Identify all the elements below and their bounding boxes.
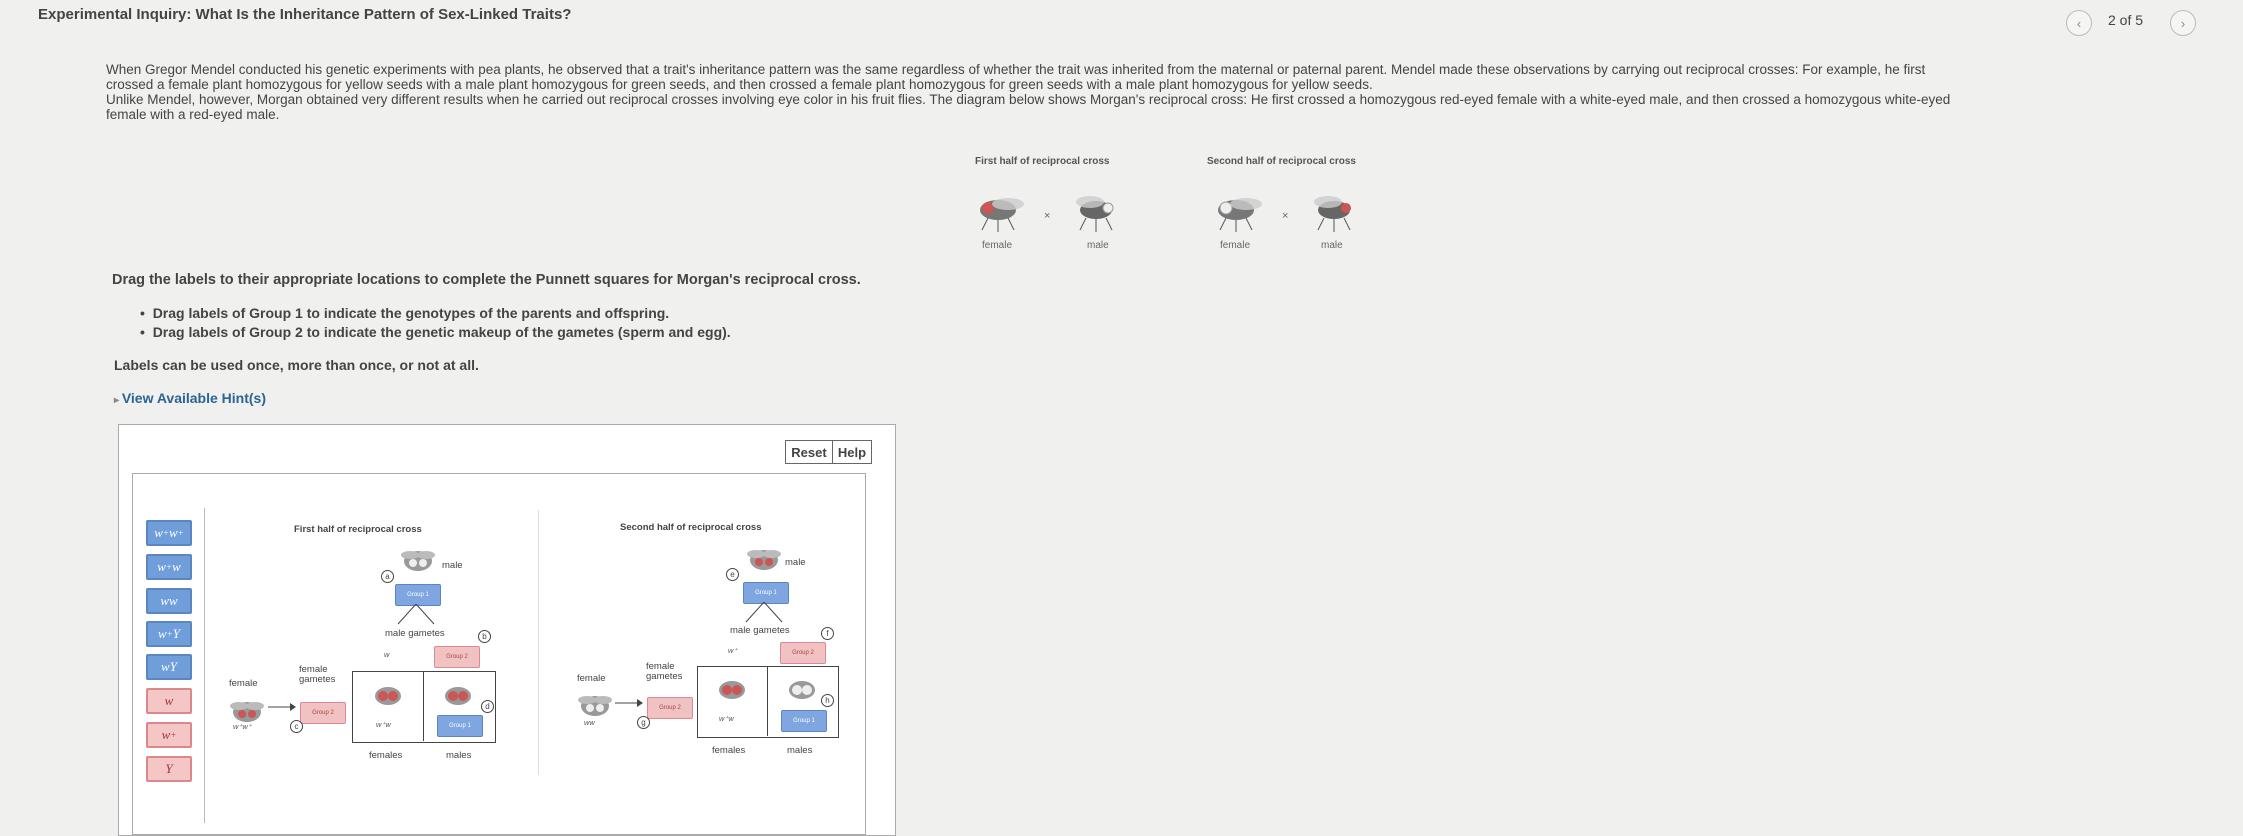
caret-right-icon: ▸ xyxy=(114,395,122,406)
label-text-2: Y xyxy=(172,626,181,641)
label-ww[interactable] xyxy=(146,588,192,614)
second-punnett-divider xyxy=(767,666,768,736)
label-superscript: + xyxy=(162,528,169,538)
instructions-text: Drag the labels to their appropriate locations to complete the Punnett squares for Morgan's reciprocal cross. xyxy=(112,272,861,288)
first-male-gamete-allele: w xyxy=(384,650,390,659)
view-hints-label: View Available Hint(s) xyxy=(121,390,267,406)
top-male-label-2: male xyxy=(1321,240,1343,251)
first-female-label: female xyxy=(229,678,258,689)
second-female-fly-icon xyxy=(573,686,617,722)
label-text-2: w xyxy=(172,559,181,574)
chevron-right-icon: › xyxy=(2180,15,2186,31)
first-female-genotype: w⁺w⁺ xyxy=(233,722,252,731)
second-female-label: female xyxy=(577,673,606,684)
label-text-2: w xyxy=(169,525,178,540)
first-male-genotype-dropzone[interactable]: Group 1 xyxy=(395,584,441,606)
marker-a: a xyxy=(381,570,394,583)
page-title: Experimental Inquiry: What Is the Inheritance Pattern of Sex-Linked Traits? xyxy=(38,6,572,23)
previous-page-button[interactable] xyxy=(2066,10,2092,36)
second-male-gametes-label: male gametes xyxy=(730,625,790,636)
second-female-arrow-icon xyxy=(615,696,643,710)
instruction-bullet-1: • Drag labels of Group 1 to indicate the genotypes of the parents and offspring. xyxy=(140,305,670,321)
page-counter: 2 of 5 xyxy=(2108,12,2144,28)
second-offspring-male-fly-icon xyxy=(782,672,822,704)
label-text: wY xyxy=(161,659,177,674)
labels-note: Labels can be used once, more than once, or not at all. xyxy=(114,357,479,373)
first-male-gamete-dropzone[interactable]: Group 2 xyxy=(434,646,480,668)
label-superscript: + xyxy=(170,730,177,740)
intro-line-4: female with a red-eyed male. xyxy=(106,107,280,122)
intro-line-2: crossed a female plant homozygous for yellow seeds with a male plant homozygous for green seeds, and then crossed a female plant homozygous for green seeds with a male plant homozygous for yellow seeds. xyxy=(106,77,1373,92)
marker-h: h xyxy=(821,694,834,707)
first-female-gamete-dropzone[interactable]: Group 2 xyxy=(300,702,346,724)
male-white-eye-fly-image xyxy=(1066,182,1126,236)
second-female-gametes-label: female gametes xyxy=(646,661,683,682)
label-superscript: + xyxy=(165,562,173,572)
intro-line-3: Unlike Mendel, however, Morgan obtained very different results when he carried out reciprocal crosses involving eye color in his fruit flies. The diagram below shows Morgan's reciprocal cross: He first crossed a homozygous red-eyed female with a white-eyed male, and then crossed a homozygous white-eyed xyxy=(106,92,1951,107)
figure-caption-second: Second half of reciprocal cross xyxy=(1207,156,1356,167)
male-red-eye-fly-image xyxy=(1304,182,1364,236)
female-white-eye-fly-image xyxy=(1206,182,1266,236)
second-offspring-female-fly-icon xyxy=(712,672,752,704)
first-offspring-male-fly-icon xyxy=(438,678,478,710)
marker-f: f xyxy=(821,627,834,640)
view-hints-link[interactable] xyxy=(114,390,266,406)
first-half-caption: First half of reciprocal cross xyxy=(294,524,422,535)
label-text: ww xyxy=(160,593,178,608)
first-male-arrows xyxy=(386,604,446,628)
top-male-label-1: male xyxy=(1087,240,1109,251)
label-wY[interactable] xyxy=(146,654,192,680)
figure-caption-first: First half of reciprocal cross xyxy=(975,156,1110,167)
label-text: w xyxy=(161,727,171,742)
first-punnett-divider xyxy=(423,671,424,741)
marker-g: g xyxy=(637,716,650,729)
top-female-label-2: female xyxy=(1220,240,1251,251)
second-male-genotype-dropzone[interactable]: Group 1 xyxy=(743,582,789,604)
first-offspring-female-fly-icon xyxy=(368,678,408,710)
label-text: w xyxy=(157,626,167,641)
first-female-gametes-label: female gametes xyxy=(299,664,336,685)
help-button[interactable]: Help xyxy=(832,440,872,464)
second-female-genotype: ww xyxy=(584,718,595,727)
second-male-arrows xyxy=(734,602,794,624)
label-text: w xyxy=(157,559,166,574)
label-w-gamete[interactable] xyxy=(146,688,192,714)
second-male-gamete-allele: w⁺ xyxy=(728,646,738,655)
label-wplus-w[interactable] xyxy=(146,554,192,580)
second-offspring-male-dropzone[interactable]: Group 1 xyxy=(781,710,827,732)
chevron-left-icon: ‹ xyxy=(2076,15,2082,31)
second-female-gamete-dropzone[interactable]: Group 2 xyxy=(647,697,693,719)
label-wplus-Y[interactable] xyxy=(146,621,192,647)
cross-symbol-2: × xyxy=(1282,210,1289,222)
second-male-label: male xyxy=(785,557,806,568)
intro-line-1: When Gregor Mendel conducted his genetic experiments with pea plants, he observed that a trait's inheritance pattern was the same regardless of whether the trait was inherited from the maternal or paternal parent. Mendel made these observations by carrying out reciprocal crosses: For example, he first xyxy=(106,62,1926,77)
instruction-bullet-1-text: Drag labels of Group 1 to indicate the genotypes of the parents and offspring. xyxy=(152,305,670,321)
reset-button[interactable]: Reset xyxy=(785,440,833,464)
label-wplus-wplus[interactable] xyxy=(146,520,192,546)
instruction-bullet-2: • Drag labels of Group 2 to indicate the genetic makeup of the gametes (sperm and egg). xyxy=(140,324,731,340)
cross-symbol: × xyxy=(1044,210,1051,222)
label-text: Y xyxy=(165,761,173,776)
label-text: w xyxy=(154,525,163,540)
second-male-gamete-dropzone[interactable]: Group 2 xyxy=(780,642,826,664)
top-female-label-1: female xyxy=(982,240,1013,251)
first-male-label: male xyxy=(442,560,463,571)
marker-d: d xyxy=(481,700,494,713)
female-red-eye-fly-image xyxy=(968,182,1028,236)
next-page-button[interactable] xyxy=(2170,10,2196,36)
instruction-bullet-2-text: Drag labels of Group 2 to indicate the genetic makeup of the gametes (sperm and egg). xyxy=(152,324,731,340)
second-half-caption: Second half of reciprocal cross xyxy=(620,522,762,533)
first-offspring-female-genotype: w⁺w xyxy=(376,720,391,729)
first-females-label: females xyxy=(369,750,403,761)
marker-e: e xyxy=(726,568,739,581)
cross-divider xyxy=(538,510,539,775)
label-superscript-2: + xyxy=(177,528,184,538)
first-males-label: males xyxy=(446,750,472,761)
label-text: w xyxy=(164,693,174,708)
first-offspring-male-dropzone[interactable]: Group 1 xyxy=(437,715,483,737)
second-females-label: females xyxy=(712,745,746,756)
label-superscript: + xyxy=(166,629,173,639)
first-male-gametes-label: male gametes xyxy=(385,628,445,639)
second-males-label: males xyxy=(787,745,813,756)
marker-b: b xyxy=(478,630,491,643)
second-male-fly-icon xyxy=(742,540,786,574)
label-wplus-gamete[interactable] xyxy=(146,722,192,748)
first-male-fly-icon xyxy=(396,541,440,577)
label-Y-gamete[interactable] xyxy=(146,756,192,782)
first-female-arrow-icon xyxy=(268,700,296,714)
second-offspring-female-genotype: w⁺w xyxy=(719,714,734,723)
marker-c: c xyxy=(290,720,303,733)
